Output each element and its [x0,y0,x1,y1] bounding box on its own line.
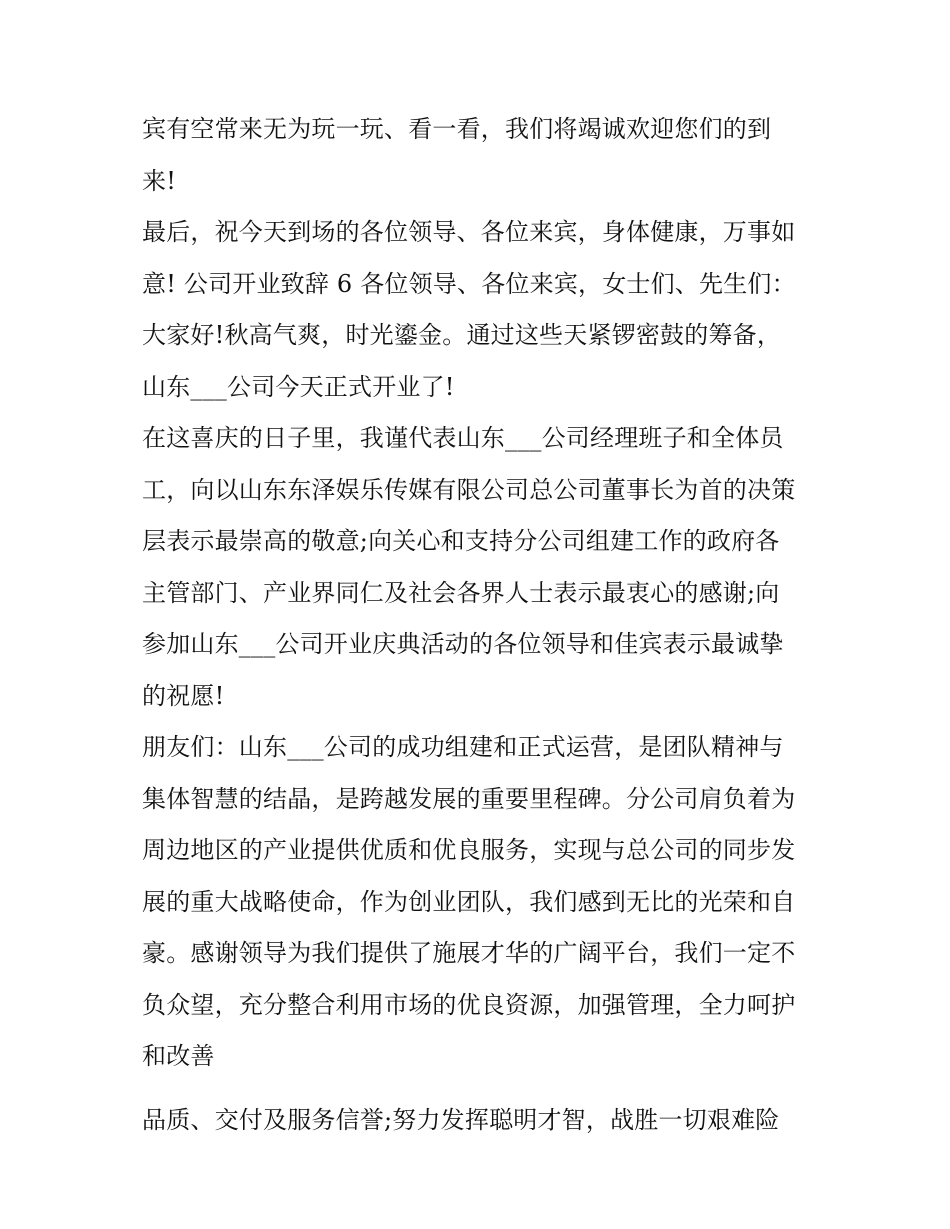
text-line: 层表示最崇高的敬意;向关心和支持分公司组建工作的政府各 [142,527,780,555]
text-line: 的祝愿! [142,681,225,710]
text-line: 参加山东___公司开业庆典活动的各位领导和佳宾表示最诚挚 [142,630,784,658]
text-line: 宾有空常来无为玩一玩、看一看，我们将竭诚欢迎您们的到 [142,115,772,143]
line-gap [142,1083,822,1095]
text-line: 在这喜庆的日子里，我谨代表山东___公司经理班子和全体员 [142,424,784,452]
text-line: 主管部门、产业界同仁及社会各界人士表示最衷心的感谢;向 [142,578,780,607]
text-line: 品质、交付及服务信誉;努力发挥聪明才智，战胜一切艰难险 [142,1105,780,1134]
text-line: 来! [142,166,177,195]
text-line: 和改善 [142,1042,215,1070]
text-line: 集体智慧的结晶，是跨越发展的重要里程碑。分公司肩负着为 [142,784,796,813]
text-line: 周边地区的产业提供优质和优良服务，实现与总公司的同步发 [142,836,796,864]
text-line: 工，向以山东东泽娱乐传媒有限公司总公司董事长为首的决策 [142,475,796,504]
text-line: 意! 公司开业致辞 6 各位领导、各位来宾，女士们、先生们： [142,269,796,298]
text-line: 豪。感谢领导为我们提供了施展才华的广阔平台，我们一定不 [142,939,796,967]
text-line: 朋友们：山东___公司的成功组建和正式运营，是团队精神与 [142,733,784,761]
text-line: 山东___公司今天正式开业了! [142,372,455,401]
text-line: 最后，祝今天到场的各位领导、各位来宾，身体健康，万事如 [142,218,796,246]
text-line: 展的重大战略使命，作为创业团队，我们感到无比的光荣和自 [142,887,796,916]
text-line: 大家好!秋高气爽，时光鎏金。通过这些天紧锣密鼓的筹备， [142,321,782,349]
text-line: 负众望，充分整合利用市场的优良资源，加强管理，全力呵护 [142,990,796,1019]
body-text [142,104,822,1146]
